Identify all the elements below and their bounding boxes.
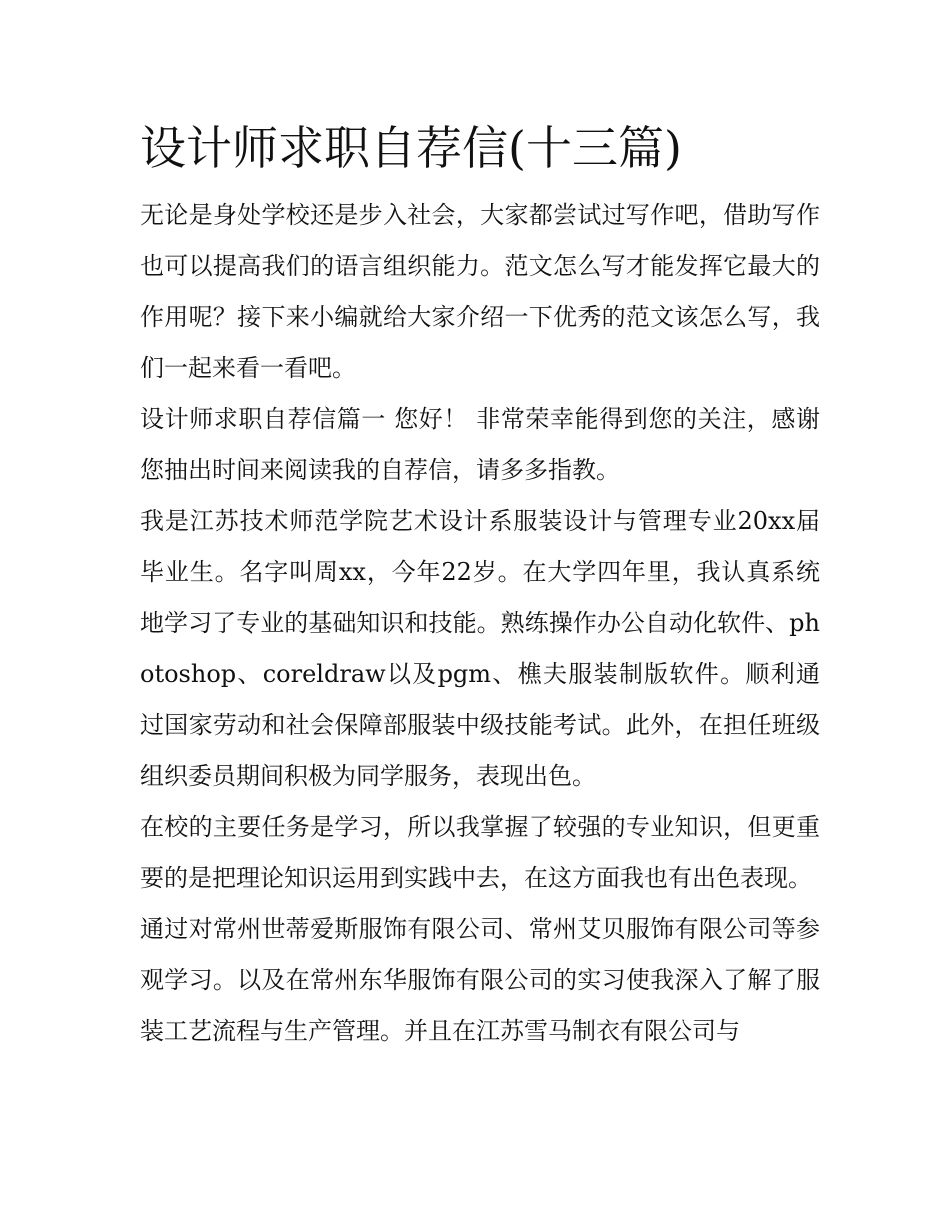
paragraph-intro: 无论是身处学校还是步入社会，大家都尝试过写作吧，借助写作也可以提高我们的语言组织能力。范文怎么写才能发挥它最大的作用呢？接下来小编就给大家介绍一下优秀的范文该怎么写，我们一起来看一看吧。: [140, 201, 820, 382]
paragraph-internship: 通过对常州世蒂爱斯服饰有限公司、常州艾贝服饰有限公司等参观学习。以及在常州东华服饰有限公司的实习使我深入了解了服装工艺流程与生产管理。并且在江苏雪马制衣有限公司与: [140, 915, 820, 1045]
document-page: [140, 118, 820, 1057]
paragraph-background: 我是江苏技术师范学院艺术设计系服装设计与管理专业20xx届毕业生。名字叫周xx，今年22岁。在大学四年里，我认真系统地学习了专业的基础知识和技能。熟练操作办公自动化软件、photoshop、coreldraw以及pgm、樵夫服装制版软件。顺利通过国家劳动和社会保障部服装中级技能考试。此外，在担任班级组织委员期间积极为同学服务，表现出色。: [140, 507, 820, 790]
document-title: 设计师求职自荐信(十三篇): [140, 121, 682, 175]
paragraph-study: 在校的主要任务是学习，所以我掌握了较强的专业知识，但更重要的是把理论知识运用到实践中去，在这方面我也有出色表现。: [140, 813, 820, 892]
paragraph-greeting: 设计师求职自荐信篇一 您好！ 非常荣幸能得到您的关注，感谢您抽出时间来阅读我的自荐信，请多多指教。: [140, 405, 820, 484]
